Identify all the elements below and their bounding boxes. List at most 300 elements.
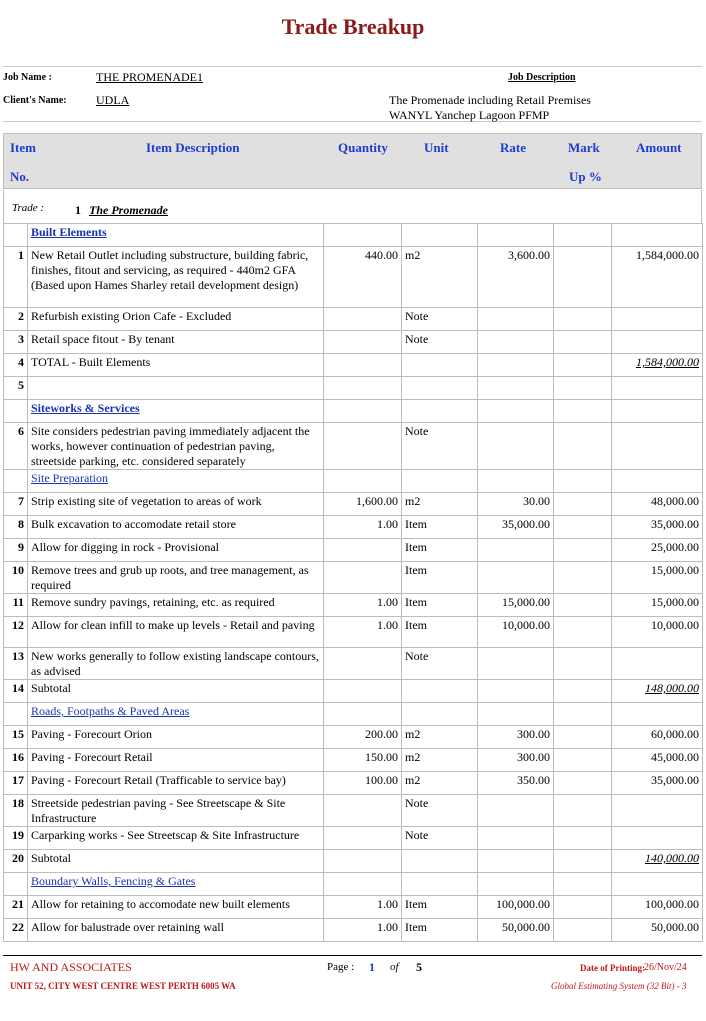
item-number xyxy=(4,772,28,795)
item-amount-text: 100,000.00 xyxy=(645,897,699,911)
item-amount xyxy=(612,562,703,594)
table-row xyxy=(4,772,703,795)
item-quantity-text: 440.00 xyxy=(365,248,398,262)
item-unit xyxy=(402,827,478,850)
item-description-text: Subtotal xyxy=(31,851,72,865)
item-description-text: Boundary Walls, Fencing & Gates xyxy=(31,874,196,888)
item-amount-text: 45,000.00 xyxy=(651,750,699,764)
item-number xyxy=(4,539,28,562)
item-number xyxy=(4,354,28,377)
item-amount xyxy=(612,423,703,470)
item-number-text: 6 xyxy=(18,424,24,438)
item-description xyxy=(28,400,324,423)
footer-company: HW AND ASSOCIATES xyxy=(10,960,132,974)
item-quantity xyxy=(324,400,402,423)
item-unit-text: Note xyxy=(405,828,429,842)
item-description xyxy=(28,247,324,308)
item-number xyxy=(4,827,28,850)
item-rate xyxy=(478,896,554,919)
footer-divider xyxy=(3,955,702,956)
item-description xyxy=(28,850,324,873)
item-number xyxy=(4,648,28,680)
item-number-text: 10 xyxy=(12,563,24,577)
item-number-text: 21 xyxy=(12,897,24,911)
col-amount: Amount xyxy=(636,140,682,155)
item-unit-text: m2 xyxy=(405,773,421,787)
item-unit xyxy=(402,331,478,354)
item-description-text: Carparking works - See Streetscap & Site Infrastructure xyxy=(31,828,300,842)
item-unit-text: Item xyxy=(405,517,427,531)
item-unit xyxy=(402,516,478,539)
item-number-text: 17 xyxy=(12,773,24,787)
item-rate-text: 300.00 xyxy=(517,750,550,764)
item-quantity xyxy=(324,594,402,617)
item-rate xyxy=(478,795,554,827)
item-number-text: 15 xyxy=(12,727,24,741)
table-row xyxy=(4,594,703,617)
item-description xyxy=(28,873,324,896)
item-amount xyxy=(612,594,703,617)
trade-number: 1 xyxy=(75,203,81,217)
item-amount-text: 60,000.00 xyxy=(651,727,699,741)
col-quantity: Quantity xyxy=(338,140,388,155)
table-row xyxy=(4,703,703,726)
item-markup xyxy=(554,470,612,493)
item-quantity xyxy=(324,919,402,942)
item-description xyxy=(28,772,324,795)
item-unit xyxy=(402,562,478,594)
item-number-text: 22 xyxy=(12,920,24,934)
item-amount xyxy=(612,308,703,331)
item-unit-text: m2 xyxy=(405,727,421,741)
item-unit-text: m2 xyxy=(405,494,421,508)
item-unit xyxy=(402,873,478,896)
item-rate xyxy=(478,247,554,308)
item-markup xyxy=(554,896,612,919)
col-rate: Rate xyxy=(500,140,526,155)
item-quantity-text: 150.00 xyxy=(365,750,398,764)
col-description: Item Description xyxy=(146,140,240,155)
item-rate xyxy=(478,873,554,896)
item-number xyxy=(4,562,28,594)
item-quantity xyxy=(324,703,402,726)
job-description-line1: The Promenade including Retail Premises xyxy=(389,93,591,107)
item-quantity xyxy=(324,470,402,493)
item-quantity xyxy=(324,896,402,919)
table-row xyxy=(4,680,703,703)
item-quantity xyxy=(324,247,402,308)
item-quantity xyxy=(324,648,402,680)
item-markup xyxy=(554,617,612,648)
item-unit-text: Note xyxy=(405,332,429,346)
footer-of: of xyxy=(390,961,399,973)
item-markup xyxy=(554,919,612,942)
item-number-text: 20 xyxy=(12,851,24,865)
col-no: No. xyxy=(10,169,30,184)
item-rate xyxy=(478,308,554,331)
item-description-text: Subtotal xyxy=(31,681,72,695)
item-unit-text: Note xyxy=(405,309,429,323)
item-description xyxy=(28,919,324,942)
item-description xyxy=(28,562,324,594)
item-unit-text: Note xyxy=(405,649,429,663)
col-mark: Mark xyxy=(568,140,600,155)
item-markup xyxy=(554,850,612,873)
item-quantity xyxy=(324,493,402,516)
item-description xyxy=(28,896,324,919)
item-rate xyxy=(478,354,554,377)
item-amount-text: 35,000.00 xyxy=(651,517,699,531)
item-unit xyxy=(402,224,478,247)
item-markup xyxy=(554,377,612,400)
item-rate xyxy=(478,680,554,703)
item-quantity xyxy=(324,377,402,400)
item-amount-text: 48,000.00 xyxy=(651,494,699,508)
item-markup xyxy=(554,594,612,617)
item-description xyxy=(28,680,324,703)
item-amount xyxy=(612,354,703,377)
item-quantity-text: 100.00 xyxy=(365,773,398,787)
item-rate xyxy=(478,539,554,562)
table-row xyxy=(4,224,703,247)
item-amount xyxy=(612,377,703,400)
item-number xyxy=(4,896,28,919)
item-quantity xyxy=(324,224,402,247)
item-description-text: Retail space fitout - By tenant xyxy=(31,332,175,346)
item-amount xyxy=(612,617,703,648)
item-rate-text: 100,000.00 xyxy=(496,897,550,911)
item-amount-text: 15,000.00 xyxy=(651,563,699,577)
job-description-line2: WANYL Yanchep Lagoon PFMP xyxy=(389,108,550,122)
item-description-text: New Retail Outlet including substructure, building fabric, finishes, fitout and servicing, as required - 440m2 GFA (Based upon Hames Sharley retail development design) xyxy=(31,248,309,292)
item-amount-text: 35,000.00 xyxy=(651,773,699,787)
item-quantity-text: 200.00 xyxy=(365,727,398,741)
item-unit-text: Item xyxy=(405,618,427,632)
client-name-label: Client's Name: xyxy=(3,95,67,106)
item-unit-text: Item xyxy=(405,595,427,609)
item-unit xyxy=(402,850,478,873)
item-description-text: Paving - Forecourt Retail xyxy=(31,750,153,764)
item-unit-text: Item xyxy=(405,540,427,554)
page-title: Trade Breakup xyxy=(281,14,425,39)
item-quantity-text: 1.00 xyxy=(377,920,398,934)
item-rate-text: 35,000.00 xyxy=(502,517,550,531)
item-rate xyxy=(478,594,554,617)
item-markup xyxy=(554,308,612,331)
item-description xyxy=(28,516,324,539)
item-markup xyxy=(554,331,612,354)
item-number-text: 4 xyxy=(18,355,24,369)
item-number xyxy=(4,795,28,827)
item-quantity-text: 1.00 xyxy=(377,897,398,911)
item-quantity xyxy=(324,516,402,539)
item-unit xyxy=(402,703,478,726)
table-row xyxy=(4,749,703,772)
item-description-text: New works generally to follow existing landscape contours, as advised xyxy=(31,649,319,678)
item-amount xyxy=(612,726,703,749)
item-amount-text: 25,000.00 xyxy=(651,540,699,554)
item-unit xyxy=(402,539,478,562)
item-quantity xyxy=(324,749,402,772)
item-description-text: Allow for clean infill to make up levels - Retail and paving xyxy=(31,618,315,632)
item-unit-text: Note xyxy=(405,796,429,810)
item-markup xyxy=(554,827,612,850)
job-name-value: THE PROMENADE1 xyxy=(96,70,203,84)
item-amount-text: 140,000.00 xyxy=(645,851,699,865)
item-rate xyxy=(478,772,554,795)
item-rate xyxy=(478,516,554,539)
item-unit xyxy=(402,648,478,680)
item-quantity xyxy=(324,726,402,749)
item-quantity xyxy=(324,873,402,896)
table-row xyxy=(4,648,703,680)
item-markup xyxy=(554,873,612,896)
item-number xyxy=(4,680,28,703)
item-rate xyxy=(478,377,554,400)
table-row xyxy=(4,795,703,827)
item-rate-text: 350.00 xyxy=(517,773,550,787)
item-amount xyxy=(612,873,703,896)
item-quantity xyxy=(324,331,402,354)
item-markup xyxy=(554,680,612,703)
table-row xyxy=(4,726,703,749)
item-number-text: 9 xyxy=(18,540,24,554)
table-row xyxy=(4,308,703,331)
table-row xyxy=(4,423,703,470)
item-unit xyxy=(402,617,478,648)
item-quantity xyxy=(324,617,402,648)
item-description xyxy=(28,224,324,247)
item-amount xyxy=(612,749,703,772)
item-amount xyxy=(612,896,703,919)
item-number xyxy=(4,493,28,516)
item-description-text: Built Elements xyxy=(31,225,107,239)
item-quantity xyxy=(324,795,402,827)
item-rate-text: 300.00 xyxy=(517,727,550,741)
item-quantity xyxy=(324,539,402,562)
item-markup xyxy=(554,772,612,795)
item-number-text: 16 xyxy=(12,750,24,764)
item-number xyxy=(4,873,28,896)
item-amount-text: 1,584,000.00 xyxy=(636,248,699,262)
item-number-text: 11 xyxy=(12,595,24,609)
item-rate xyxy=(478,400,554,423)
item-description-text: Paving - Forecourt Orion xyxy=(31,727,152,741)
item-description xyxy=(28,827,324,850)
table-row xyxy=(4,873,703,896)
item-number xyxy=(4,400,28,423)
item-unit xyxy=(402,594,478,617)
item-unit xyxy=(402,308,478,331)
item-description xyxy=(28,726,324,749)
item-number-text: 8 xyxy=(18,517,24,531)
table-row xyxy=(4,896,703,919)
item-quantity-text: 1.00 xyxy=(377,595,398,609)
item-number xyxy=(4,423,28,470)
item-description xyxy=(28,470,324,493)
item-quantity-text: 1,600.00 xyxy=(356,494,398,508)
item-number xyxy=(4,247,28,308)
item-unit xyxy=(402,377,478,400)
item-number xyxy=(4,850,28,873)
item-description-text: Allow for digging in rock - Provisional xyxy=(31,540,219,554)
item-markup xyxy=(554,648,612,680)
item-rate xyxy=(478,617,554,648)
item-quantity xyxy=(324,308,402,331)
item-description xyxy=(28,795,324,827)
item-markup xyxy=(554,400,612,423)
item-amount xyxy=(612,516,703,539)
item-markup xyxy=(554,562,612,594)
item-unit-text: m2 xyxy=(405,750,421,764)
item-amount-text: 15,000.00 xyxy=(651,595,699,609)
item-description xyxy=(28,493,324,516)
item-description-text: Streetside pedestrian paving - See Streetscape & Site Infrastructure xyxy=(31,796,286,825)
item-rate-text: 3,600.00 xyxy=(508,248,550,262)
table-row xyxy=(4,562,703,594)
item-amount xyxy=(612,331,703,354)
item-description-text: Bulk excavation to accomodate retail store xyxy=(31,517,236,531)
item-rate xyxy=(478,331,554,354)
item-description-text: Remove sundry pavings, retaining, etc. as required xyxy=(31,595,275,609)
item-unit-text: Item xyxy=(405,563,427,577)
item-description xyxy=(28,377,324,400)
item-unit xyxy=(402,749,478,772)
table-row xyxy=(4,539,703,562)
item-unit xyxy=(402,400,478,423)
item-rate-text: 30.00 xyxy=(523,494,550,508)
item-unit xyxy=(402,726,478,749)
item-unit xyxy=(402,423,478,470)
item-rate xyxy=(478,423,554,470)
item-rate xyxy=(478,562,554,594)
item-description-text: TOTAL - Built Elements xyxy=(31,355,151,369)
item-description-text: Allow for balustrade over retaining wall xyxy=(31,920,224,934)
item-unit-text: Item xyxy=(405,920,427,934)
item-amount xyxy=(612,850,703,873)
item-amount xyxy=(612,539,703,562)
col-item: Item xyxy=(10,140,36,155)
item-markup xyxy=(554,224,612,247)
item-amount xyxy=(612,493,703,516)
item-amount xyxy=(612,648,703,680)
item-description xyxy=(28,308,324,331)
item-number xyxy=(4,308,28,331)
trade-label: Trade : xyxy=(12,202,45,214)
item-markup xyxy=(554,703,612,726)
item-rate xyxy=(478,224,554,247)
item-description-text: Paving - Forecourt Retail (Trafficable to service bay) xyxy=(31,773,286,787)
table-row xyxy=(4,377,703,400)
item-rate xyxy=(478,850,554,873)
table-row xyxy=(4,470,703,493)
item-number-text: 5 xyxy=(18,378,24,392)
item-markup xyxy=(554,423,612,470)
item-number xyxy=(4,470,28,493)
item-unit xyxy=(402,247,478,308)
footer-total-pages: 5 xyxy=(416,960,422,974)
item-number xyxy=(4,331,28,354)
item-markup xyxy=(554,749,612,772)
item-unit xyxy=(402,772,478,795)
item-amount xyxy=(612,703,703,726)
footer-date-label: Date of Printing: xyxy=(580,963,645,973)
item-rate xyxy=(478,648,554,680)
table-row xyxy=(4,516,703,539)
item-number xyxy=(4,749,28,772)
table-row xyxy=(4,493,703,516)
item-amount xyxy=(612,224,703,247)
item-rate xyxy=(478,470,554,493)
item-description xyxy=(28,594,324,617)
item-quantity-text: 1.00 xyxy=(377,517,398,531)
table-row xyxy=(4,850,703,873)
item-quantity-text: 1.00 xyxy=(377,618,398,632)
item-amount xyxy=(612,680,703,703)
item-quantity xyxy=(324,354,402,377)
item-quantity xyxy=(324,562,402,594)
item-number-text: 1 xyxy=(18,248,24,262)
item-number xyxy=(4,919,28,942)
item-rate xyxy=(478,703,554,726)
item-number-text: 19 xyxy=(12,828,24,842)
item-number xyxy=(4,617,28,648)
table-header xyxy=(3,133,702,189)
item-description xyxy=(28,703,324,726)
item-amount xyxy=(612,795,703,827)
item-description-text: Roads, Footpaths & Paved Areas xyxy=(31,704,190,718)
item-number-text: 13 xyxy=(12,649,24,663)
item-amount xyxy=(612,470,703,493)
item-number-text: 2 xyxy=(18,309,24,323)
table-row xyxy=(4,247,703,308)
footer-page-number: 1 xyxy=(369,960,375,974)
item-number xyxy=(4,726,28,749)
table-row xyxy=(4,354,703,377)
item-unit-text: Item xyxy=(405,897,427,911)
item-quantity xyxy=(324,827,402,850)
table-row xyxy=(4,400,703,423)
item-amount-text: 50,000.00 xyxy=(651,920,699,934)
trade-items-table xyxy=(3,223,703,942)
item-description-text: Site considers pedestrian paving immediately adjacent the works, however continuation of pedestrian paving, streetside parking, etc. considered separately xyxy=(31,424,310,468)
item-unit xyxy=(402,795,478,827)
item-quantity xyxy=(324,423,402,470)
item-number xyxy=(4,594,28,617)
footer-system: Global Estimating System (32 Bit) - 3 xyxy=(551,981,687,991)
item-markup xyxy=(554,539,612,562)
item-unit xyxy=(402,493,478,516)
table-row xyxy=(4,827,703,850)
item-rate xyxy=(478,726,554,749)
job-info-panel xyxy=(3,66,702,122)
item-rate-text: 15,000.00 xyxy=(502,595,550,609)
job-description-label: Job Description xyxy=(508,72,576,83)
item-amount xyxy=(612,827,703,850)
col-unit: Unit xyxy=(424,140,449,155)
item-unit xyxy=(402,919,478,942)
footer-date: 26/Nov/24 xyxy=(644,962,687,973)
item-markup xyxy=(554,726,612,749)
item-description xyxy=(28,648,324,680)
item-description xyxy=(28,331,324,354)
item-markup xyxy=(554,354,612,377)
client-name-value: UDLA xyxy=(96,93,130,107)
item-quantity xyxy=(324,680,402,703)
item-number xyxy=(4,377,28,400)
item-unit xyxy=(402,354,478,377)
item-unit xyxy=(402,896,478,919)
